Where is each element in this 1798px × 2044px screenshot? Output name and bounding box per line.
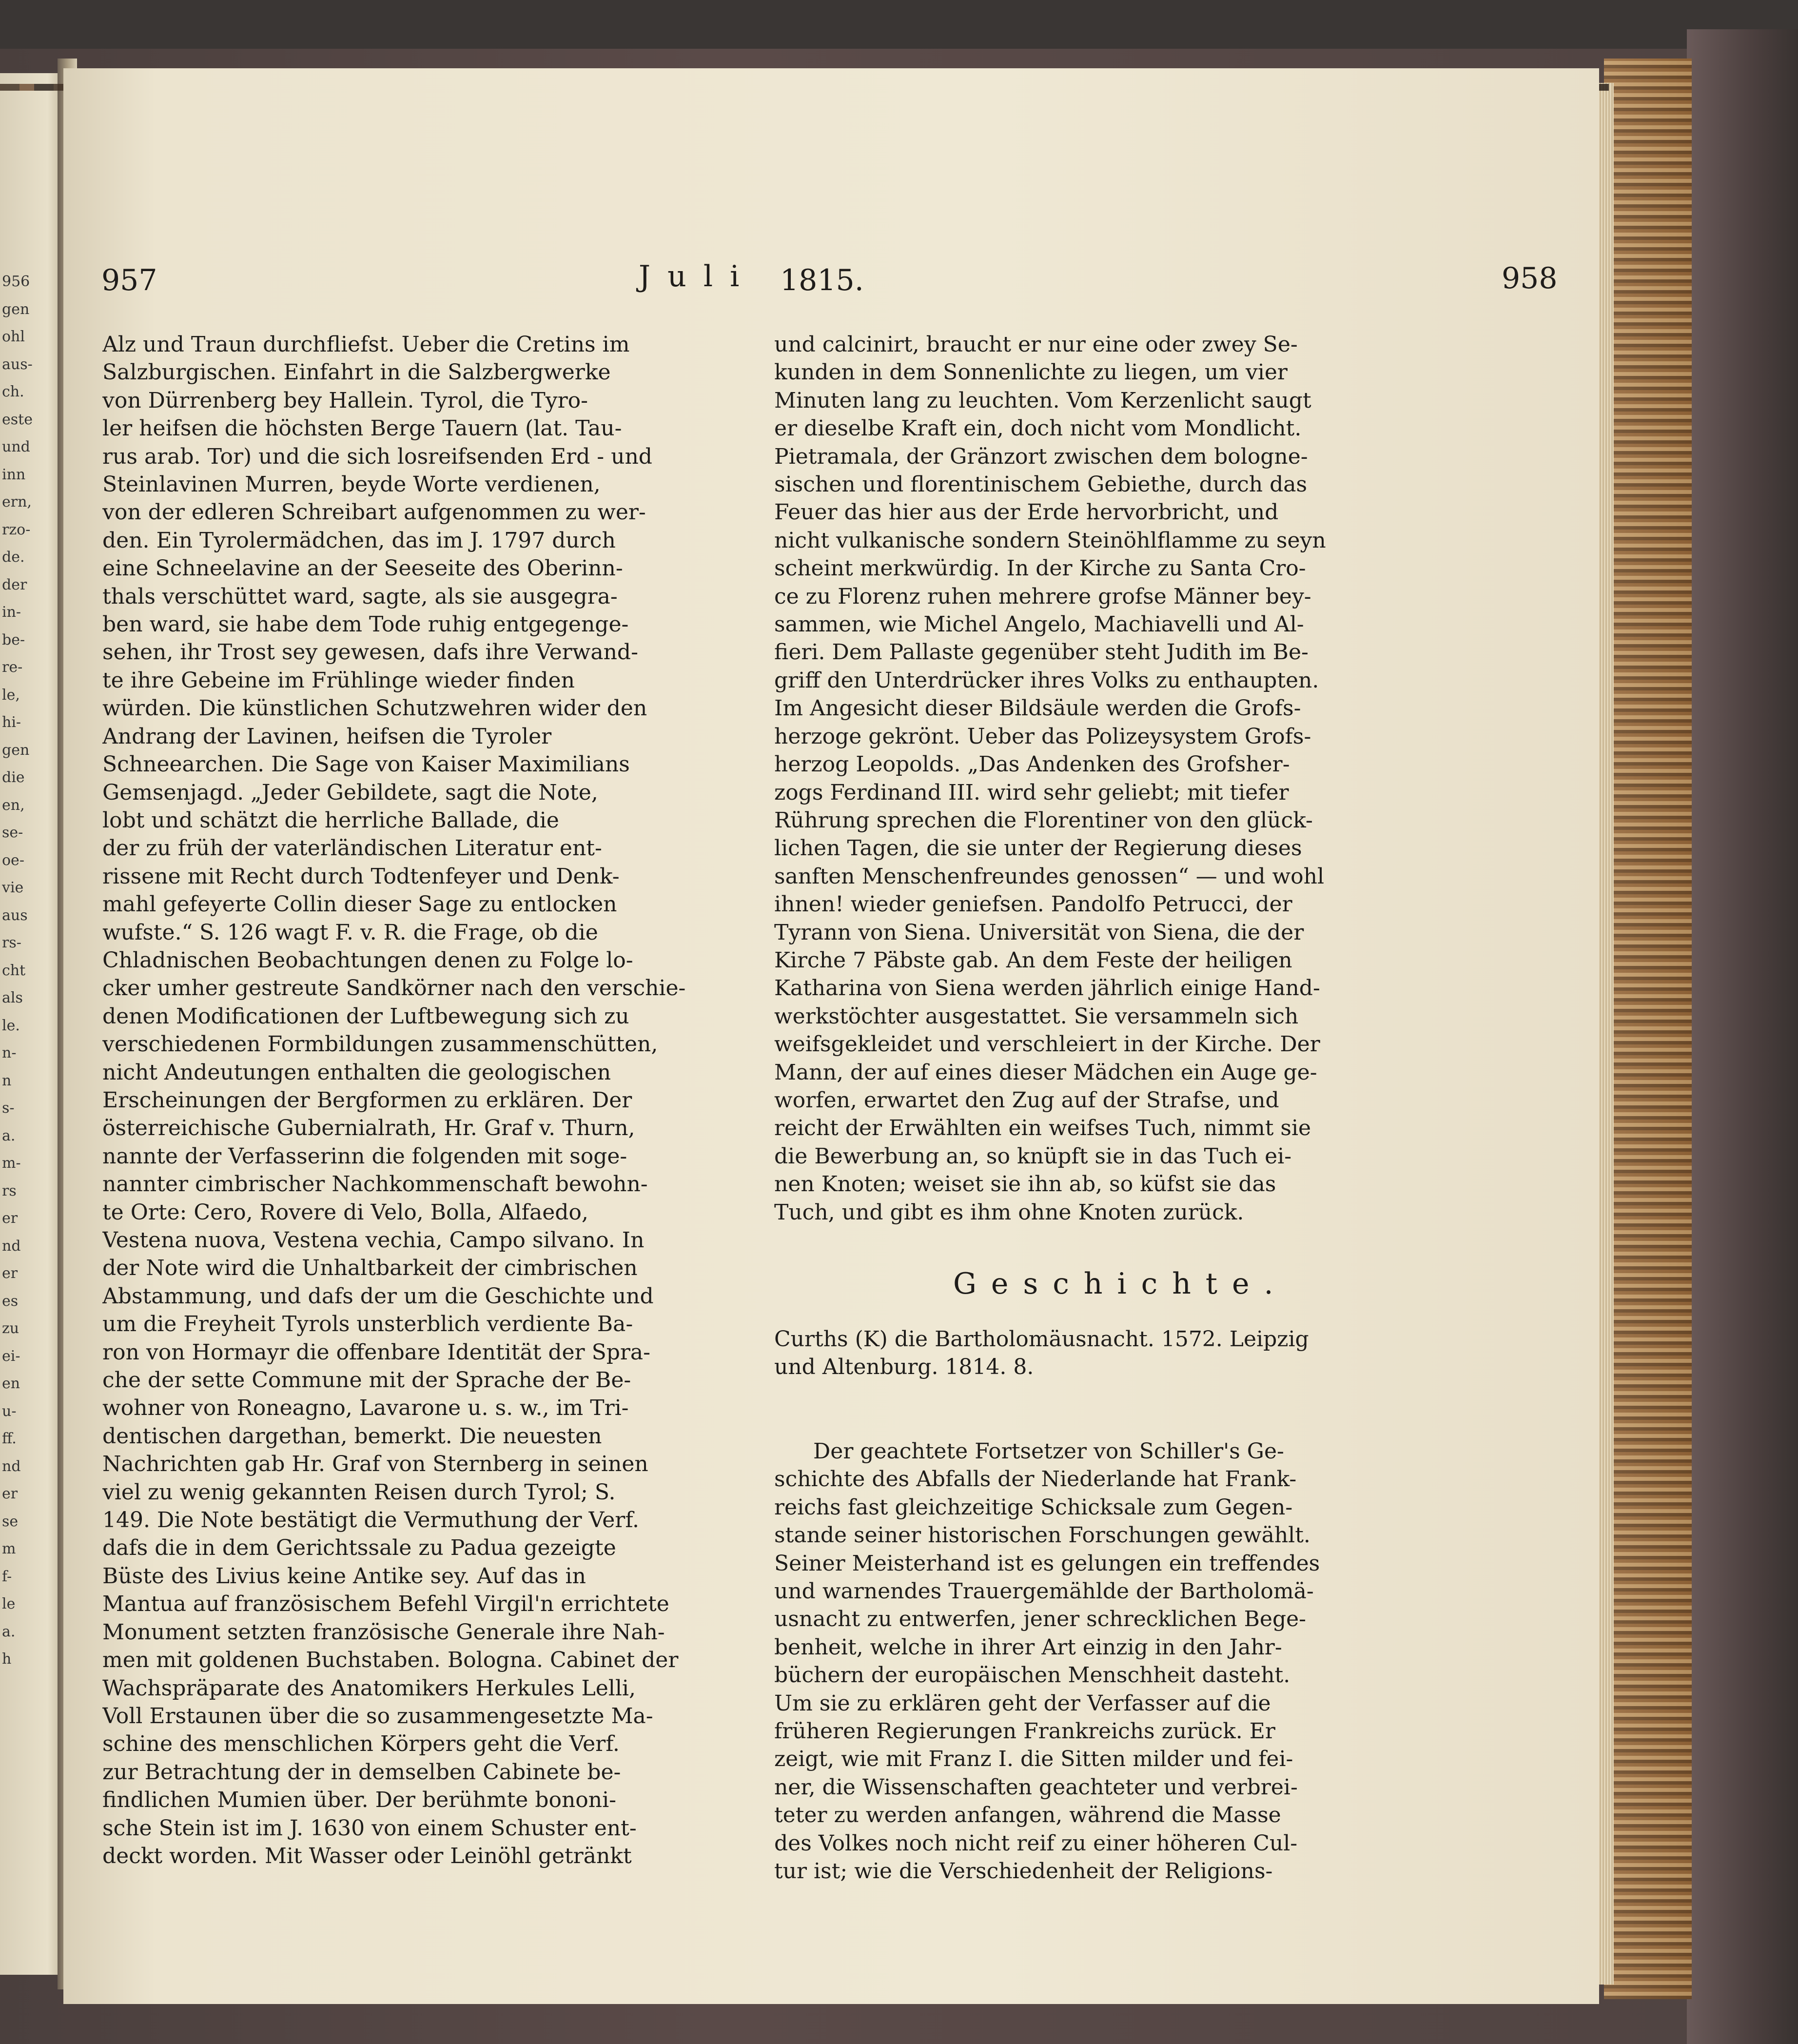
text-line: Voll Erstaunen über die so zusammengesetzte Ma- bbox=[102, 1703, 653, 1729]
text-line: Mann, der auf eines dieser Mädchen ein Auge ge- bbox=[774, 1060, 1317, 1085]
text-line: sammen, wie Michel Angelo, Machiavelli und Al- bbox=[774, 612, 1304, 637]
left-page-fragment: er bbox=[2, 1210, 18, 1227]
text-line: kunden in dem Sonnenlichte zu liegen, um vier bbox=[774, 360, 1288, 385]
text-line: Monument setzten französische Generale ihre Nah- bbox=[102, 1619, 665, 1645]
left-page-fragment: oe- bbox=[2, 851, 24, 869]
left-page-fragment: n bbox=[2, 1072, 12, 1089]
text-line: Katharina von Siena werden jährlich einige Hand- bbox=[774, 976, 1320, 1001]
text-line: und warnendes Trauergemählde der Bartholomä- bbox=[774, 1579, 1314, 1604]
text-line: Andrang der Lavinen, heifsen die Tyroler bbox=[102, 724, 552, 749]
text-line: büchern der europäischen Menschheit dasteht. bbox=[774, 1663, 1290, 1688]
text-line: ler heifsen die höchsten Berge Tauern (lat. Tau- bbox=[102, 416, 622, 441]
left-page-fragment: se bbox=[2, 1513, 19, 1530]
left-page-fragment: le. bbox=[2, 1017, 20, 1034]
text-line: des Volkes noch nicht reif zu einer höheren Cul- bbox=[774, 1830, 1298, 1856]
text-line: fieri. Dem Pallaste gegenüber steht Judith im Be- bbox=[774, 640, 1309, 665]
left-page-fragment: und bbox=[2, 438, 30, 455]
text-line: te Orte: Cero, Rovere di Velo, Bolla, Alfaedo, bbox=[102, 1199, 588, 1225]
text-line: nannter cimbrischer Nachkommenschaft bewohn- bbox=[102, 1172, 648, 1197]
text-line: von Dürrenberg bey Hallein. Tyrol, die Tyro- bbox=[102, 388, 588, 413]
text-line: um die Freyheit Tyrols unsterblich verdiente Ba- bbox=[102, 1312, 633, 1337]
left-page-fragment: vie bbox=[2, 879, 24, 896]
text-line: nicht vulkanische sondern Steinöhlflamme zu seyn bbox=[774, 528, 1326, 553]
text-line: Salzburgischen. Einfahrt in die Salzbergwerke bbox=[102, 360, 611, 385]
text-column-left bbox=[102, 331, 812, 1870]
text-line: schine des menschlichen Körpers geht die Verf. bbox=[102, 1731, 620, 1757]
text-line: reichs fast gleichzeitige Schicksale zum Gegen- bbox=[774, 1494, 1293, 1520]
text-line: rissene mit Recht durch Todtenfeyer und Denk- bbox=[102, 864, 620, 889]
bibliographic-entry bbox=[774, 1325, 1505, 1381]
text-line: nen Knoten; weiset sie ihn ab, so küfst sie das bbox=[774, 1172, 1276, 1197]
text-line: te ihre Gebeine im Frühlinge wieder finden bbox=[102, 668, 575, 693]
left-page-fragment: ff. bbox=[2, 1430, 17, 1447]
left-page-fragment: in- bbox=[2, 604, 21, 621]
text-line: eine Schneelavine an der Seeseite des Oberinn- bbox=[102, 556, 623, 581]
text-line: Mantua auf französischem Befehl Virgil'n errichtete bbox=[102, 1592, 669, 1617]
text-line: Im Angesicht dieser Bildsäule werden die Grofs- bbox=[774, 696, 1301, 721]
left-page-fragment: er bbox=[2, 1265, 18, 1282]
text-line: Abstammung, und dafs der um die Geschichte und bbox=[102, 1283, 654, 1309]
left-page-fragment: h bbox=[2, 1651, 12, 1668]
left-page-fragment: nd bbox=[2, 1457, 21, 1475]
text-line: Pietramala, der Gränzort zwischen dem bologne- bbox=[774, 444, 1308, 469]
left-page-fragment: gen bbox=[2, 741, 30, 759]
text-line: teter zu werden anfangen, während die Masse bbox=[774, 1803, 1281, 1828]
entry-title-line: und Altenburg. 1814. 8. bbox=[774, 1355, 1034, 1380]
text-line: mahl gefeyerte Collin dieser Sage zu entlocken bbox=[102, 892, 617, 917]
text-line: Schneearchen. Die Sage von Kaiser Maximilians bbox=[102, 752, 630, 777]
text-line: benheit, welche in ihrer Art einzig in den Jahr- bbox=[774, 1634, 1282, 1660]
text-line: ner, die Wissenschaften geachteter und verbrei- bbox=[774, 1774, 1298, 1800]
text-line: ce zu Florenz ruhen mehrere grofse Männer bey- bbox=[774, 584, 1311, 609]
text-line: verschiedenen Formbildungen zusammenschütten, bbox=[102, 1032, 658, 1057]
text-line: Vestena nuova, Vestena vechia, Campo silvano. In bbox=[102, 1228, 645, 1253]
left-page-fragment: gen bbox=[2, 300, 30, 318]
left-page-fragment: zu bbox=[2, 1320, 20, 1337]
text-line: Erscheinungen der Bergformen zu erklären. Der bbox=[102, 1087, 632, 1113]
text-line: cker umher gestreute Sandkörner nach den verschie- bbox=[102, 976, 686, 1001]
text-line: ron von Hormayr die offenbare Identität der Spra- bbox=[102, 1339, 651, 1365]
page-number-right: 958 bbox=[1502, 261, 1558, 295]
text-line: österreichische Gubernialrath, Hr. Graf v. Thurn, bbox=[102, 1116, 635, 1141]
left-page-fragment: es bbox=[2, 1292, 19, 1310]
left-page-text-fragments bbox=[2, 268, 56, 1877]
text-line: früheren Regierungen Frankreichs zurück. Er bbox=[774, 1719, 1275, 1744]
text-line: Nachrichten gab Hr. Graf von Sternberg in seinen bbox=[102, 1452, 648, 1477]
text-line: nannte der Verfasserinn die folgenden mit soge- bbox=[102, 1143, 627, 1169]
text-line: ben ward, sie habe dem Tode ruhig entgegenge- bbox=[102, 612, 629, 637]
text-line: viel zu wenig gekannten Reisen durch Tyrol; S. bbox=[102, 1479, 616, 1505]
text-line: scheint merkwürdig. In der Kirche zu Santa Cro- bbox=[774, 556, 1306, 581]
text-line: sanften Menschenfreundes genossen“ — und wohl bbox=[774, 864, 1325, 889]
left-page-fragment: rs bbox=[2, 1182, 17, 1199]
left-page-fragment: s- bbox=[2, 1100, 15, 1117]
left-page-fragment: ei- bbox=[2, 1347, 20, 1365]
text-line: schichte des Abfalls der Niederlande hat Frank- bbox=[774, 1467, 1297, 1492]
left-page-fragment: aus bbox=[2, 906, 28, 924]
text-line: worfen, erwartet den Zug auf der Strafse, und bbox=[774, 1087, 1279, 1113]
text-line: lobt und schätzt die herrliche Ballade, die bbox=[102, 807, 559, 833]
text-line: herzoge gekrönt. Ueber das Polizeysystem Grofs- bbox=[774, 724, 1311, 749]
text-line: reicht der Erwählten ein weifses Tuch, nimmt sie bbox=[774, 1116, 1311, 1141]
text-line: wufste.“ S. 126 wagt F. v. R. die Frage, ob die bbox=[102, 920, 598, 945]
text-line: Wachspräparate des Anatomikers Herkules Lelli, bbox=[102, 1675, 636, 1701]
left-page-fragment: 956 bbox=[2, 273, 30, 290]
text-line: Tuch, und gibt es ihm ohne Knoten zurück. bbox=[774, 1199, 1244, 1225]
entry-title-line: Curths (K) die Bartholomäusnacht. 1572. Leipzig bbox=[774, 1327, 1309, 1352]
text-line: zeigt, wie mit Franz I. die Sitten milder und fei- bbox=[774, 1747, 1293, 1772]
running-header bbox=[63, 259, 1599, 302]
left-page-fragment: cht bbox=[2, 962, 26, 979]
text-line: den. Ein Tyrolermädchen, das im J. 1797 durch bbox=[102, 528, 616, 553]
left-page-fragment: der bbox=[2, 576, 27, 593]
marbled-fore-edge bbox=[1604, 59, 1692, 1999]
left-page-fragment: a. bbox=[2, 1127, 16, 1144]
left-page-fragment: a. bbox=[2, 1623, 16, 1640]
text-line: von der edleren Schreibart aufgenommen zu wer- bbox=[102, 500, 646, 525]
text-line: herzog Leopolds. „Das Andenken des Grofsher- bbox=[774, 752, 1290, 777]
text-line: zur Betrachtung der in demselben Cabinete be- bbox=[102, 1759, 621, 1785]
text-line: Der geachtete Fortsetzer von Schiller's Ge- bbox=[813, 1439, 1284, 1464]
text-line: die Bewerbung an, so knüpft sie in das Tuch ei- bbox=[774, 1143, 1292, 1169]
text-line: zogs Ferdinand III. wird sehr geliebt; mit tiefer bbox=[774, 780, 1289, 805]
left-page-fragment: hi- bbox=[2, 714, 21, 731]
left-page-fragment: inn bbox=[2, 466, 26, 483]
left-page-fragment: m- bbox=[2, 1155, 21, 1172]
left-page-fragment: ch. bbox=[2, 383, 24, 400]
review-body bbox=[774, 1437, 1505, 1886]
left-page-fragment: rs- bbox=[2, 934, 21, 951]
text-line: werkstöchter ausgestattet. Sie versammeln sich bbox=[774, 1003, 1299, 1029]
text-line: griff den Unterdrücker ihres Volks zu enthaupten. bbox=[774, 668, 1319, 693]
left-page-fragment: als bbox=[2, 989, 23, 1006]
left-page-fragment: de. bbox=[2, 549, 25, 566]
left-page-fragment: er bbox=[2, 1485, 18, 1502]
right-page bbox=[63, 68, 1599, 2004]
text-line: weifsgekleidet und verschleiert in der Kirche. Der bbox=[774, 1032, 1320, 1057]
text-line: denen Modificationen der Luftbewegung sich zu bbox=[102, 1003, 629, 1029]
text-line: Gemsenjagd. „Jeder Gebildete, sagt die Note, bbox=[102, 780, 598, 805]
running-year: 1815. bbox=[780, 263, 864, 297]
text-line: Tyrann von Siena. Universität von Siena, die der bbox=[774, 920, 1304, 945]
page-number-left: 957 bbox=[101, 263, 157, 297]
left-page-fragment: n- bbox=[2, 1044, 17, 1061]
left-page-fragment: u- bbox=[2, 1402, 17, 1420]
text-line: er dieselbe Kraft ein, doch nicht vom Mondlicht. bbox=[774, 416, 1302, 441]
left-page-fragment: rzo- bbox=[2, 521, 31, 538]
text-line: Feuer das hier aus der Erde hervorbricht, und bbox=[774, 500, 1279, 525]
left-page-fragment: m bbox=[2, 1540, 16, 1557]
text-line: Minuten lang zu leuchten. Vom Kerzenlicht saugt bbox=[774, 388, 1311, 413]
left-page-fragment: re- bbox=[2, 659, 23, 676]
text-line: Rührung sprechen die Florentiner von den glück- bbox=[774, 807, 1313, 833]
text-line: dentischen dargethan, bemerkt. Die neuesten bbox=[102, 1423, 602, 1449]
text-line: findlichen Mumien über. Der berühmte bononi- bbox=[102, 1788, 617, 1813]
text-line: Kirche 7 Päbste gab. An dem Feste der heiligen bbox=[774, 947, 1292, 973]
text-line: che der sette Commune mit der Sprache der Be- bbox=[102, 1368, 631, 1393]
text-line: rus arab. Tor) und die sich losreifsenden Erd - und bbox=[102, 444, 652, 469]
text-line: wohner von Roneagno, Lavarone u. s. w., im Tri- bbox=[102, 1395, 629, 1421]
text-line: thals verschüttet ward, sagte, als sie ausgegra- bbox=[102, 584, 618, 609]
left-page-fragment: nd bbox=[2, 1237, 21, 1255]
text-line: lichen Tagen, die sie unter der Regierung dieses bbox=[774, 836, 1302, 861]
left-page-fragment: aus- bbox=[2, 355, 33, 373]
text-line: tur ist; wie die Verschiedenheit der Religions- bbox=[774, 1859, 1273, 1884]
text-line: Um sie zu erklären geht der Verfasser auf die bbox=[774, 1690, 1271, 1716]
left-page-fragment: le, bbox=[2, 686, 20, 704]
text-line: sischen und florentinischem Gebiethe, durch das bbox=[774, 472, 1308, 497]
text-line: nicht Andeutungen enthalten die geologischen bbox=[102, 1060, 611, 1085]
text-line: Büste des Livius keine Antike sey. Auf das in bbox=[102, 1563, 586, 1589]
left-page-fragment: en, bbox=[2, 796, 25, 814]
text-line: stande seiner historischen Forschungen gewählt. bbox=[774, 1523, 1310, 1548]
text-line: deckt worden. Mit Wasser oder Leinöhl getränkt bbox=[102, 1843, 632, 1868]
text-line: und calcinirt, braucht er nur eine oder zwey Se- bbox=[774, 332, 1298, 357]
text-line: sehen, ihr Trost sey gewesen, dafs ihre Verwand- bbox=[102, 640, 638, 665]
text-line: würden. Die künstlichen Schutzwehren wider den bbox=[102, 696, 647, 721]
text-line: ihnen! wieder geniefsen. Pandolfo Petrucci, der bbox=[774, 892, 1292, 917]
left-page-fragment: ern, bbox=[2, 493, 32, 511]
running-title: J u l i bbox=[639, 259, 743, 294]
book-cover-right bbox=[1687, 29, 1798, 2044]
text-line: men mit goldenen Buchstaben. Bologna. Cabinet der bbox=[102, 1648, 679, 1673]
text-line: der zu früh der vaterländischen Literatur ent- bbox=[102, 836, 602, 861]
text-line: Chladnischen Beobachtungen denen zu Folge lo- bbox=[102, 947, 633, 973]
left-page-fragment: f- bbox=[2, 1568, 12, 1585]
text-line: Alz und Traun durchfliefst. Ueber die Cretins im bbox=[102, 332, 630, 357]
text-line: der Note wird die Unhaltbarkeit der cimbrischen bbox=[102, 1256, 638, 1281]
left-page-fragment: en bbox=[2, 1375, 20, 1392]
text-line: Steinlavinen Murren, beyde Worte verdienen, bbox=[102, 472, 601, 497]
left-page-fragment: le bbox=[2, 1595, 16, 1612]
text-line: dafs die in dem Gerichtssale zu Padua gezeigte bbox=[102, 1535, 616, 1561]
text-column-right bbox=[774, 331, 1505, 1226]
text-line: Seiner Meisterhand ist es gelungen ein treffendes bbox=[774, 1551, 1320, 1576]
text-line: sche Stein ist im J. 1630 von einem Schuster ent- bbox=[102, 1815, 637, 1841]
left-page-fragment: se- bbox=[2, 824, 23, 841]
text-line: usnacht zu entwerfen, jener schrecklichen Bege- bbox=[774, 1607, 1307, 1632]
left-page-fragment: be- bbox=[2, 631, 25, 649]
left-page-fragment: die bbox=[2, 769, 25, 786]
left-page-fragment: este bbox=[2, 411, 33, 428]
text-line: 149. Die Note bestätigt die Vermuthung der Verf. bbox=[102, 1508, 640, 1533]
section-heading: Geschichte. bbox=[953, 1267, 1288, 1301]
left-page-fragment: ohl bbox=[2, 328, 25, 345]
